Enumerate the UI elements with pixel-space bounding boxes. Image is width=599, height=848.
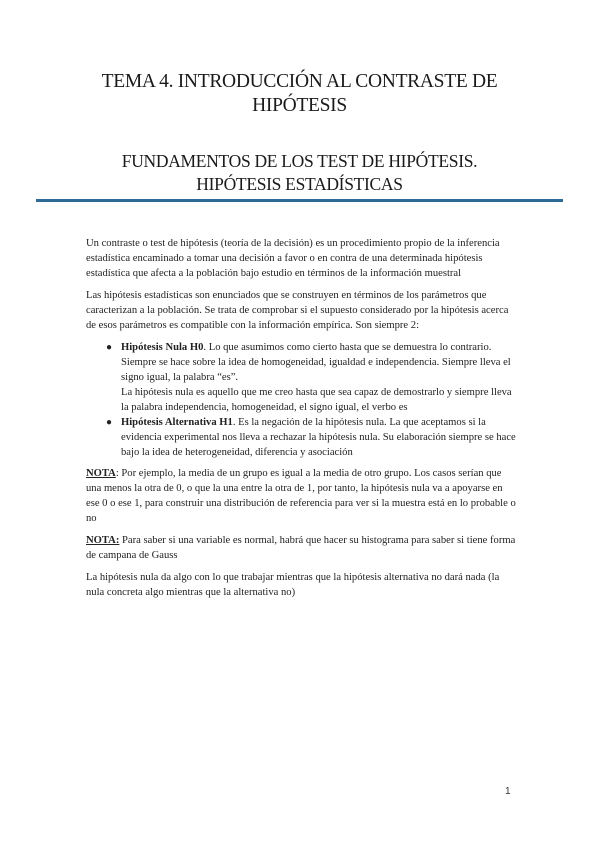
alt-hypothesis-text: . Es la negación de la hipótesis nula. La que aceptamos si la evidencia experimental nos lleva a rechazar la hipótesis nula. Su elaboración siempre se hace bajo la idea de heterogeneidad, diferencia y asociación — [121, 417, 516, 458]
list-item-null-hypothesis — [106, 340, 516, 415]
list-item-alt-hypothesis — [106, 415, 516, 460]
subtitle-line-1: FUNDAMENTOS DE LOS TEST DE HIPÓTESIS. — [121, 151, 478, 171]
heading-divider — [36, 199, 563, 202]
intro-paragraph: Un contraste o test de hipótesis (teoría de la decisión) es un procedimiento propio de la inferencia estadística encaminado a tomar una decisión a favor o en contra de una determinada hipótesis estadística que afecta a la población bajo estudio en términos de la información muestral — [86, 238, 500, 279]
hypotheses-paragraph: Las hipótesis estadísticas son enunciados que se construyen en términos de los parámetros que caracterizan a la población. Se trata de comprobar si el supuesto considerado por la hipótesis acerca de esos parámetros es compatible con la información empírica. Son siempre 2: — [86, 290, 509, 331]
section-heading — [60, 150, 539, 196]
page-number: 1 — [505, 786, 511, 797]
null-hypothesis-extra: La hipótesis nula es aquello que me creo hasta que sea capaz de demostrarlo y siempre lleva la palabra independencia, homogeneidad, el signo igual, el verbo es — [121, 387, 512, 413]
bullet-icon: ● — [106, 342, 113, 353]
document-body — [86, 236, 516, 607]
title-line-2: HIPÓTESIS — [252, 95, 347, 116]
closing-paragraph: La hipótesis nula da algo con lo que trabajar mientras que la hipótesis alternativa no dará nada (la nula concreta algo mientras que la alternativa no) — [86, 572, 500, 598]
note-paragraph-1 — [86, 466, 516, 526]
note-label: NOTA: — [86, 535, 120, 546]
bullet-icon: ● — [106, 417, 113, 428]
note-text: Para saber si una variable es normal, habrá que hacer su histograma para saber si tiene forma de campana de Gauss — [86, 535, 516, 561]
note-label: NOTA — [86, 468, 116, 479]
alt-hypothesis-term: Hipótesis Alternativa H1 — [121, 417, 233, 428]
note-text: : Por ejemplo, la media de un grupo es igual a la media de otro grupo. Los casos serían que una menos la otra de 0, o que la una entre la otra de 1, por tanto, la hipótesis nula va a apoyarse en ese 0 o ese 1, para construir una distribución de referencia para ver si la muestra está en lo probable o no — [86, 468, 516, 524]
null-hypothesis-text: . Lo que asumimos como cierto hasta que se demuestra lo contrario. Siempre se hace sobre la idea de homogeneidad, igualdad e independencia. Siempre lleva el signo igual, la palabra “es”. — [121, 342, 511, 383]
subtitle-line-2: HIPÓTESIS ESTADÍSTICAS — [196, 174, 403, 194]
null-hypothesis-term: Hipótesis Nula H0 — [121, 342, 204, 353]
page-title — [60, 70, 539, 118]
hypotheses-list — [86, 340, 516, 460]
title-line-1: TEMA 4. INTRODUCCIÓN AL CONTRASTE DE — [101, 71, 498, 92]
note-paragraph-2 — [86, 533, 516, 563]
